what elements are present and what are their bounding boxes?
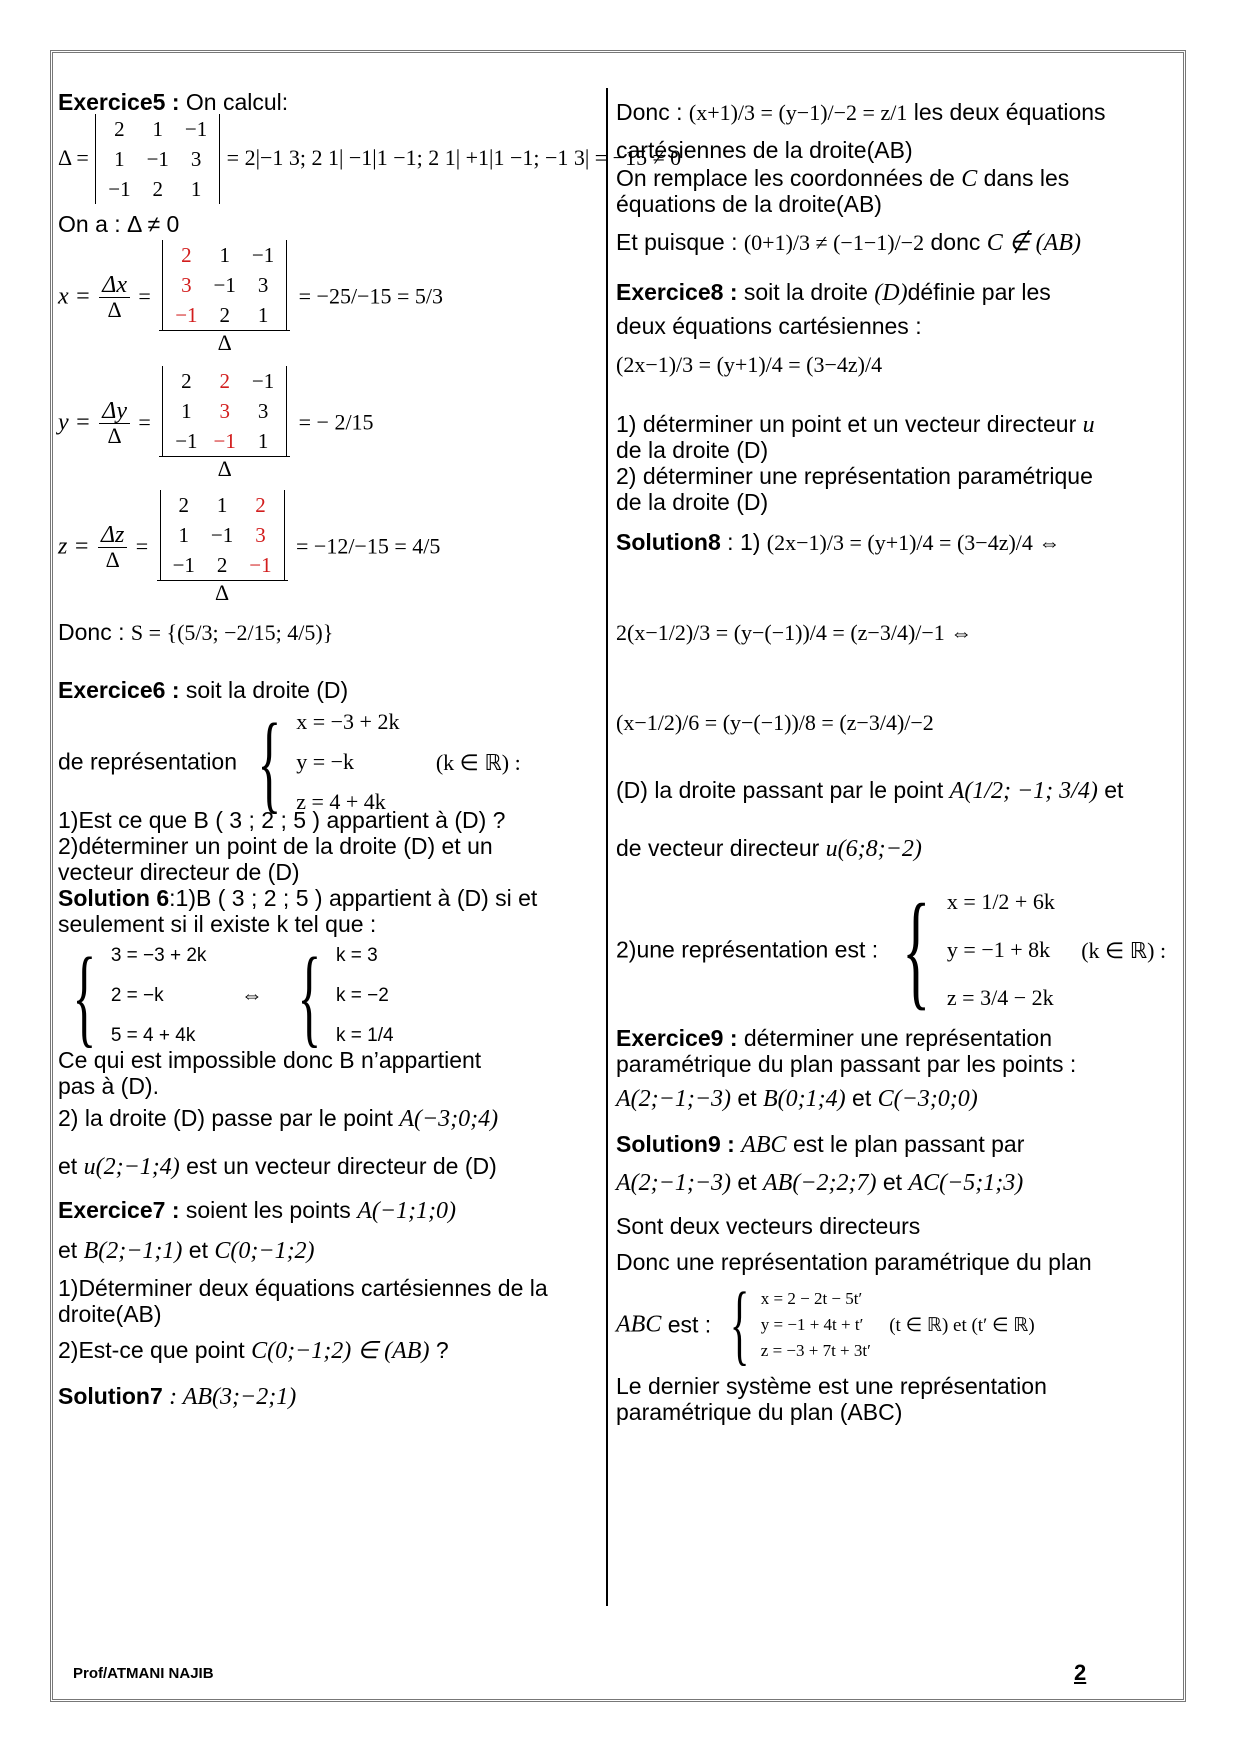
system-line: 5 = 4 + 4k (110, 1025, 196, 1046)
ex6-q2a: 2)déterminer un point de la droite (D) et un (58, 833, 493, 859)
matrix-cell: −1 (108, 177, 131, 201)
matrix-cell: −1 (249, 553, 272, 577)
ex7-point-c: C(0;−1;2) (214, 1238, 315, 1264)
matrix-cell: −1 (213, 273, 236, 297)
ex7-puisque: Et puisque : (0+1)/3 ≠ (−1−1)/−2 donc C ∉ (AB) (616, 229, 1081, 256)
ex6-heading: Exercice6 : soit la droite (D) (58, 677, 349, 703)
matrix-cell: 3 (257, 273, 269, 297)
ex7-check: (0+1)/3 ≠ (−1−1)/−2 (743, 230, 925, 255)
ex8-q2b: de la droite (D) (616, 489, 769, 515)
ex6-q2b: vecteur directeur de (D) (58, 859, 300, 885)
ex7-q1b: droite(AB) (58, 1301, 162, 1327)
page-number: 2 (1074, 1660, 1087, 1685)
matrix-cell: −1 (251, 369, 275, 393)
matrix-cell: −1 (184, 117, 208, 141)
ex7-sol-heading (58, 1382, 296, 1412)
z-label: z = (58, 533, 90, 560)
matrix-cell: 3 (255, 523, 266, 547)
system-line: k = −2 (336, 985, 389, 1006)
system-line: k = 1/4 (336, 1025, 394, 1046)
matrix-cell: 1 (114, 147, 125, 171)
system-line: 2 = −k (110, 985, 164, 1006)
z-delta-frac: $\frac{\Delta z}{\Delta}$ (98, 523, 127, 572)
matrix-cell: 2 (219, 369, 230, 393)
ex8-pass: (D) la droite passant par le point A(1/2; −1; 3/4) et (616, 777, 1124, 804)
ex9-rep-sys: { x = 2 − 2t − 5t′ y = −1 + 4t + t′ z = −3 + 7t + 3t′ (729, 1275, 871, 1374)
system-line: 3 = −3 + 2k (110, 945, 207, 966)
ex8-eqs (616, 350, 882, 379)
x-result: = −25/−15 = 5/3 (298, 283, 443, 309)
system-line: z = −3 + 7t + 3t′ (760, 1341, 871, 1360)
matrix-cell: 2 (216, 553, 228, 577)
ex7-rempl: On remplace les coordonnées de C dans les (616, 165, 1070, 192)
ex6-point-line: 2) la droite (D) passe par le point A(−3;0;4) (58, 1105, 499, 1132)
column-divider (606, 88, 608, 1606)
ex6-sol-heading: Solution 6:1)B ( 3 ; 2 ; 5 ) appartient à (D) si et (58, 885, 538, 911)
matrix-cell: 1 (178, 523, 189, 547)
ex9-point-b: B(0;1;4) (763, 1086, 846, 1112)
footer-author: Prof/ATMANI NAJIB (73, 1665, 214, 1682)
ex5-solution-set: Donc : S = {(5/3; −2/15; 4/5)} (58, 619, 334, 645)
delta-expansion: = 2|−1 3; 2 1| −1|1 −1; 2 1| +1|1 −1; −1 3| = −15 ≠ 0 (226, 145, 682, 171)
ex8-vector: u(6;8;−2) (825, 836, 922, 862)
system-line: x = 1/2 + 6k (946, 889, 1055, 914)
system-line: y = −1 + 4t + t′ (760, 1315, 864, 1334)
ex8-rep: 2)une représentation est : { x = 1/2 + 6k y = −1 + 8k z = 3/4 − 2k (k ∈ ℝ) : (616, 878, 1167, 1022)
ex9-point-a: A(2;−1;−3) (616, 1086, 732, 1112)
matrix-cell: −1 (172, 553, 195, 577)
ex5-heading (58, 88, 288, 117)
y-result: = − 2/15 (298, 409, 374, 435)
ex9-vector-ab: AB(−2;2;7) (763, 1170, 877, 1196)
system-line: x = −3 + 2k (296, 709, 400, 734)
ex8-step2: 2(x−1/2)/3 = (y−(−1))/4 = (z−3/4)/−1 ⇔ (616, 620, 973, 645)
ex8-point: A(1/2; −1; 3/4) (949, 778, 1098, 804)
ex6-concl-b: pas à (D). (58, 1073, 159, 1099)
matrix-cell: 1 (181, 399, 192, 423)
ex6-title: Exercice6 : (58, 677, 180, 703)
sol6-title: Solution 6 (58, 885, 170, 911)
ex6-vector: u(2;−1;4) (83, 1154, 180, 1180)
matrix-cell: 1 (257, 429, 269, 453)
ex7-conclusion: C ∉ (AB) (986, 230, 1081, 256)
ex5-y-line: y = $\frac{\Delta y}{\Delta}$ = 2 2 −1 1 3 3 −1 −1 1 Δ = − 2/15 (58, 366, 374, 481)
system-line: z = 4 + 4k (296, 789, 386, 814)
ex9-sol-heading: Solution9 : ABC est le plan passant par (616, 1131, 1025, 1158)
ex5-intro: On calcul: (185, 89, 289, 115)
ex6-sol-systems: { 3 = −3 + 2k 2 = −k 5 = 4 + 4k ⇔ { k = 3 k = −2 k = 1/4 (58, 936, 394, 1056)
matrix-cell: 2 (178, 493, 189, 517)
ex6-point: A(−3;0;4) (399, 1106, 499, 1132)
ex9-concl-b: paramétrique du plan (ABC) (616, 1399, 903, 1425)
matrix-cell: 1 (216, 493, 228, 517)
matrix-cell: 2 (181, 243, 192, 267)
matrix-cell: 2 (181, 369, 192, 393)
ex7-cart-text2: cartésiennes de la droite(AB) (616, 137, 913, 163)
matrix-cell: 2 (219, 303, 230, 327)
system-line: y = −1 + 8k (946, 937, 1051, 962)
ex8-step1: (2x−1)/3 = (y+1)/4 = (3−4z)/4 ⇔ (766, 530, 1061, 555)
ex9-intro-b: paramétrique du plan passant par les points : (616, 1051, 1077, 1077)
matrix-cell: 1 (152, 117, 163, 141)
ex5-delta-line (58, 114, 681, 204)
delta-label: Δ = (58, 145, 89, 171)
matrix-cell: 3 (257, 399, 269, 423)
ex9-vector-ac: AC(−5;1;3) (908, 1170, 1024, 1196)
ex5-delta-nonzero: On a : Δ ≠ 0 (58, 211, 180, 237)
ex6-concl-a: Ce qui est impossible donc B n’appartient (58, 1047, 482, 1073)
matrix-cell: −1 (175, 303, 198, 327)
sol8-title: Solution8 (616, 529, 721, 555)
ex7-rempl-c: équations de la droite(AB) (616, 191, 882, 217)
ex7-cart-line: Donc : (x+1)/3 = (y−1)/−2 = z/1 les deux équations (616, 99, 1106, 125)
ex6-sol-b: seulement si il existe k tel que : (58, 911, 377, 937)
ex9-title: Exercice9 : (616, 1025, 738, 1051)
matrix-cell: 2 (114, 117, 125, 141)
ex9-point-c: C(−3;0;0) (877, 1086, 978, 1112)
ex9-points: A(2;−1;−3) et B(0;1;4) et C(−3;0;0) (616, 1085, 978, 1112)
ex7-cartesian: (x+1)/3 = (y−1)/−2 = z/1 (688, 100, 908, 125)
ex5-z-line: z = $\frac{\Delta z}{\Delta}$ = 2 1 2 1 −1 3 −1 2 −1 Δ = −12/−15 = 4/5 (58, 490, 440, 605)
delta-determinant (95, 114, 220, 204)
ex7-point-a: A(−1;1;0) (357, 1198, 457, 1224)
ex7-heading: Exercice7 : soient les points A(−1;1;0) (58, 1197, 457, 1224)
matrix-cell: 2 (152, 177, 163, 201)
ex8-intro-c: deux équations cartésiennes : (616, 313, 922, 339)
matrix-cell: −1 (175, 429, 198, 453)
ex9-sol-vectors: A(2;−1;−3) et AB(−2;2;7) et AC(−5;1;3) (616, 1169, 1024, 1196)
matrix-cell: 3 (181, 273, 192, 297)
matrix-cell: 3 (219, 399, 230, 423)
x-det-frac: 2 1 −1 3 −1 3 −1 2 1 Δ (159, 240, 290, 355)
matrix-cell: 1 (257, 303, 269, 327)
y-det-frac: 2 2 −1 1 3 3 −1 −1 1 Δ (159, 366, 290, 481)
ex6-q1: 1)Est ce que B ( 3 ; 2 ; 5 ) appartient à (D) ? (58, 807, 506, 833)
ex8-dirvec: de vecteur directeur u(6;8;−2) (616, 835, 922, 862)
ex6-sys-block: { x = −3 + 2k y = −k z = 4 + 4k (257, 701, 400, 823)
y-label: y = (58, 409, 91, 436)
x-delta-frac: $\frac{\Delta x}{\Delta}$ (99, 273, 130, 322)
ex7-point-b: B(2;−1;1) (83, 1238, 183, 1264)
sol7-vector: : AB(3;−2;1) (169, 1384, 297, 1410)
ex7-title: Exercice7 : (58, 1197, 180, 1223)
sol9-title: Solution9 : (616, 1131, 735, 1157)
z-det-frac: 2 1 2 1 −1 3 −1 2 −1 Δ (157, 490, 288, 605)
ex8-q2: 2) déterminer une représentation paramétrique (616, 463, 1093, 489)
ex6-system: de représentation { x = −3 + 2k y = −k z = 4 + 4k (k ∈ ℝ) : (58, 701, 521, 823)
sol7-title: Solution7 (58, 1383, 163, 1409)
ex9-rep-text: Donc une représentation paramétrique du plan (616, 1249, 1092, 1275)
ex7-q1a: 1)Déterminer deux équations cartésiennes de la (58, 1275, 548, 1301)
system-line: k = 3 (336, 945, 378, 966)
ex9-heading: Exercice9 : déterminer une représentation (616, 1025, 1053, 1051)
matrix-cell: 1 (219, 243, 230, 267)
ex6-sys2: { k = 3 k = −2 k = 1/4 (297, 935, 394, 1057)
z-result: = −12/−15 = 4/5 (296, 533, 441, 559)
ex8-title: Exercice8 : (616, 279, 738, 305)
ex8-step3: (x−1/2)/6 = (y−(−1))/8 = (z−3/4)/−2 (616, 710, 934, 735)
ex6-vector-line: et u(2;−1;4) est un vecteur directeur de (D) (58, 1153, 497, 1180)
ex8-heading: Exercice8 : soit la droite (D)définie par les (616, 279, 1051, 306)
ex8-sol-heading: Solution8 : 1) (2x−1)/3 = (y+1)/4 = (3−4z)/4 ⇔ (616, 529, 1061, 555)
ex9-dir-text: Sont deux vecteurs directeurs (616, 1213, 921, 1239)
system-line: z = 3/4 − 2k (946, 985, 1054, 1010)
ex7-q2: 2)Est-ce que point C(0;−1;2) ∈ (AB) ? (58, 1337, 449, 1364)
ex7-points: et B(2;−1;1) et C(0;−1;2) (58, 1237, 315, 1264)
ex8-equations: (2x−1)/3 = (y+1)/4 = (3−4z)/4 (616, 352, 883, 377)
matrix-cell: −1 (251, 243, 275, 267)
matrix-cell: 3 (190, 147, 202, 171)
ex9-rep: ABC est : { x = 2 − 2t − 5t′ y = −1 + 4t + t′ z = −3 + 7t + 3t′ (t ∈ ℝ) et (t′ ∈ ℝ) (616, 1275, 1035, 1374)
system-line: x = 2 − 2t − 5t′ (760, 1289, 863, 1308)
x-label: x = (58, 283, 91, 310)
matrix-cell: 1 (190, 177, 202, 201)
ex5-title: Exercice5 : (58, 89, 180, 115)
ex5-x-line: x = $\frac{\Delta x}{\Delta}$ = 2 1 −1 3 −1 3 −1 2 1 Δ = −25/−15 = 5/3 (58, 240, 443, 355)
matrix-cell: −1 (213, 429, 236, 453)
ex8-rep-sys: { x = 1/2 + 6k y = −1 + 8k z = 3/4 − 2k (901, 878, 1055, 1022)
matrix-cell: −1 (146, 147, 169, 171)
ex8-q1b: de la droite (D) (616, 437, 769, 463)
matrix-cell: −1 (210, 523, 234, 547)
solution-set: S = {(5/3; −2/15; 4/5)} (130, 620, 334, 645)
system-line: y = −k (296, 749, 355, 774)
ex9-concl-a: Le dernier système est une représentation (616, 1373, 1047, 1399)
ex6-sys1: { 3 = −3 + 2k 2 = −k 5 = 4 + 4k (72, 935, 207, 1057)
matrix-cell: 2 (255, 493, 266, 517)
y-delta-frac: $\frac{\Delta y}{\Delta}$ (99, 399, 130, 448)
ex8-q1: 1) déterminer un point et un vecteur directeur u (616, 411, 1095, 438)
